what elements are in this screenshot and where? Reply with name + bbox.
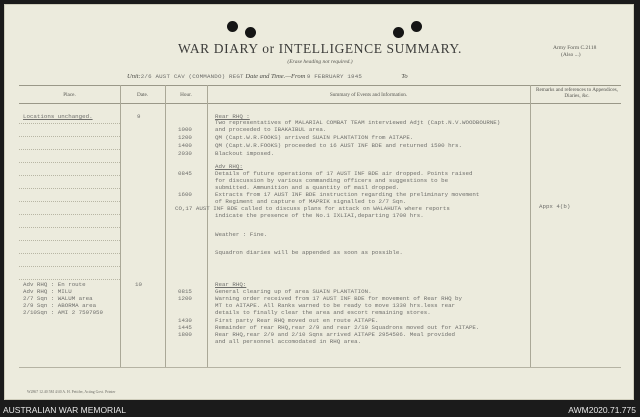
weather-line: Weather : Fine.	[215, 231, 268, 238]
summary-line: Rear RHQ,rear 2/9 and 2/10 Sqns arrived AITAPE 2954506. Meal provided	[215, 331, 456, 338]
unit-label: Unit:	[127, 73, 141, 80]
entry-heading: Rear RHQ :	[215, 113, 250, 120]
punch-hole-3	[393, 27, 404, 38]
place-ruling	[19, 136, 120, 137]
punch-hole-2	[245, 27, 256, 38]
place-ruling	[19, 279, 120, 280]
to-label: To	[401, 73, 408, 80]
place-ruling	[19, 149, 120, 150]
summary-line: details to finally clear the area and escort remaining stores.	[215, 309, 431, 316]
summary-line: of Regiment and capture of MAPRIK signalled to 2/7 Sqn.	[215, 198, 407, 205]
place-entry: 2/7 Sqn : WALUM area	[23, 295, 93, 302]
col-header-summary: Summary of Events and Information.	[329, 92, 408, 98]
summary-line: QM (Capt.W.R.FOOKS) arrived SUAIN PLANTATION from AITAPE.	[215, 134, 414, 141]
credit-left: AUSTRALIAN WAR MEMORIAL	[3, 405, 126, 415]
summary-line: Warning order received from 17 AUST INF BDE for movement of Rear RHQ by	[215, 295, 462, 302]
date-time-label: Date and Time.—From	[245, 73, 306, 80]
hour-entry: 0815	[178, 288, 192, 295]
hour-entry: 1200	[178, 295, 192, 302]
hour-entry: 1430	[178, 317, 192, 324]
summary-line: Remainder of rear RHQ,rear 2/9 and rear 2/10 Squadrons moved out for AITAPE.	[215, 324, 480, 331]
summary-line: QM (Capt.W.R.FOOKS) proceeded to 16 AUST INF BDE and returned 1500 hrs.	[215, 142, 462, 149]
col-divider-hour	[207, 85, 208, 367]
punch-hole-4	[411, 21, 422, 32]
place-ruling	[19, 253, 120, 254]
col-divider-place	[120, 85, 121, 367]
diaries-note: Squadron diaries will be appended as soon as possible.	[215, 249, 403, 256]
summary-line: Two representatives of MALARIAL COMBAT TEAM interviewed Adjt (Capt.N.V.WOODBOURNE)	[215, 119, 501, 126]
place-ruling	[19, 162, 120, 163]
col-header-date: Date.	[136, 92, 149, 98]
entry-heading: Adv RHQ:	[215, 163, 243, 170]
col-header-place: Place.	[63, 92, 76, 98]
place-ruling	[19, 214, 120, 215]
credit-right: AWM2020.71.775	[568, 405, 636, 415]
unit-value: 2/6 AUST CAV (COMMANDO) REGT	[140, 73, 244, 80]
summary-line: indicate the presence of the No.1 IXLIAI,departing 1700 hrs.	[215, 212, 424, 219]
date-entry: 9	[137, 113, 141, 120]
place-entry: 2/10Sqn : AMI 2 7597059	[23, 309, 104, 316]
form-ref-line-1: Army Form C.2118	[553, 45, 597, 51]
place-entry: Adv RHQ : En route	[23, 281, 86, 288]
place-ruling	[19, 266, 120, 267]
form-reference	[553, 45, 633, 59]
from-value: 9 FEBRUARY 1945	[306, 73, 363, 80]
hour-entry: 0845	[178, 170, 192, 177]
punch-hole-1	[227, 21, 238, 32]
hour-entry: 1445	[178, 324, 192, 331]
place-entry: Adv RHQ : MILU	[23, 288, 72, 295]
page-subtitle: (Erase heading not required.)	[287, 59, 353, 65]
place-entry: 2/9 Sqn : ABORMA area	[23, 302, 97, 309]
form-ref-line-2: (Also ...)	[561, 52, 581, 58]
hour-entry: 1600	[178, 191, 192, 198]
page-title: WAR DIARY or INTELLIGENCE SUMMARY.	[177, 41, 463, 56]
place-ruling	[19, 240, 120, 241]
col-header-hour: Hour.	[180, 92, 192, 98]
remark-appendix: Appx 4(b)	[539, 203, 571, 210]
summary-line: Extracts from 17 AUST INF BDE instruction regarding the preliminary movement	[215, 191, 480, 198]
place-ruling	[19, 227, 120, 228]
hour-entry: 1000	[178, 126, 192, 133]
col-divider-summary	[530, 85, 531, 367]
unit-line	[127, 73, 408, 80]
diary-sheet	[4, 4, 634, 400]
place-ruling	[19, 188, 120, 189]
summary-line: CO,17 AUST INF BDE called to discuss plans for attack on WALAHUTA where reports	[175, 205, 450, 212]
col-divider-date	[165, 85, 166, 367]
date-entry: 10	[135, 281, 142, 288]
place-ruling	[19, 123, 120, 124]
place-entry: Locations unchanged.	[23, 113, 93, 120]
place-ruling	[19, 201, 120, 202]
col-header-remarks: Remarks and references to Appendices, Diaries, &c.	[536, 87, 618, 99]
summary-line: Details of future operations of 17 AUST INF BDE air dropped. Points raised	[215, 170, 473, 177]
summary-line: submitted. Ammunition and a quantity of mail dropped.	[215, 184, 400, 191]
hour-entry: 2030	[178, 150, 192, 157]
printer-line: W2867 12.40 5M 4/40 A. H. Pettifer, Acting Govt. Printer	[27, 390, 116, 394]
table-bottom-rule	[19, 367, 621, 368]
entry-heading: Rear RHQ:	[215, 281, 247, 288]
summary-line: Blackout imposed.	[215, 150, 275, 157]
place-ruling	[19, 175, 120, 176]
summary-line: for discussion by various commanding officers and suggestions to be	[215, 177, 449, 184]
hour-entry: 1200	[178, 134, 192, 141]
summary-line: and all personnel accomodated in RHQ area.	[215, 338, 362, 345]
summary-line: General clearing up of area SUAIN PLANTATION.	[215, 288, 372, 295]
summary-line: and proceeded to IBAKAIBUL area.	[215, 126, 327, 133]
hour-entry: 1800	[178, 331, 192, 338]
summary-line: First party Rear RHQ moved out en route AITAPE.	[215, 317, 379, 324]
hour-entry: 1400	[178, 142, 192, 149]
summary-line: MT to AITAPE. All Ranks warned to be ready to move 1330 hrs.less rear	[215, 302, 456, 309]
